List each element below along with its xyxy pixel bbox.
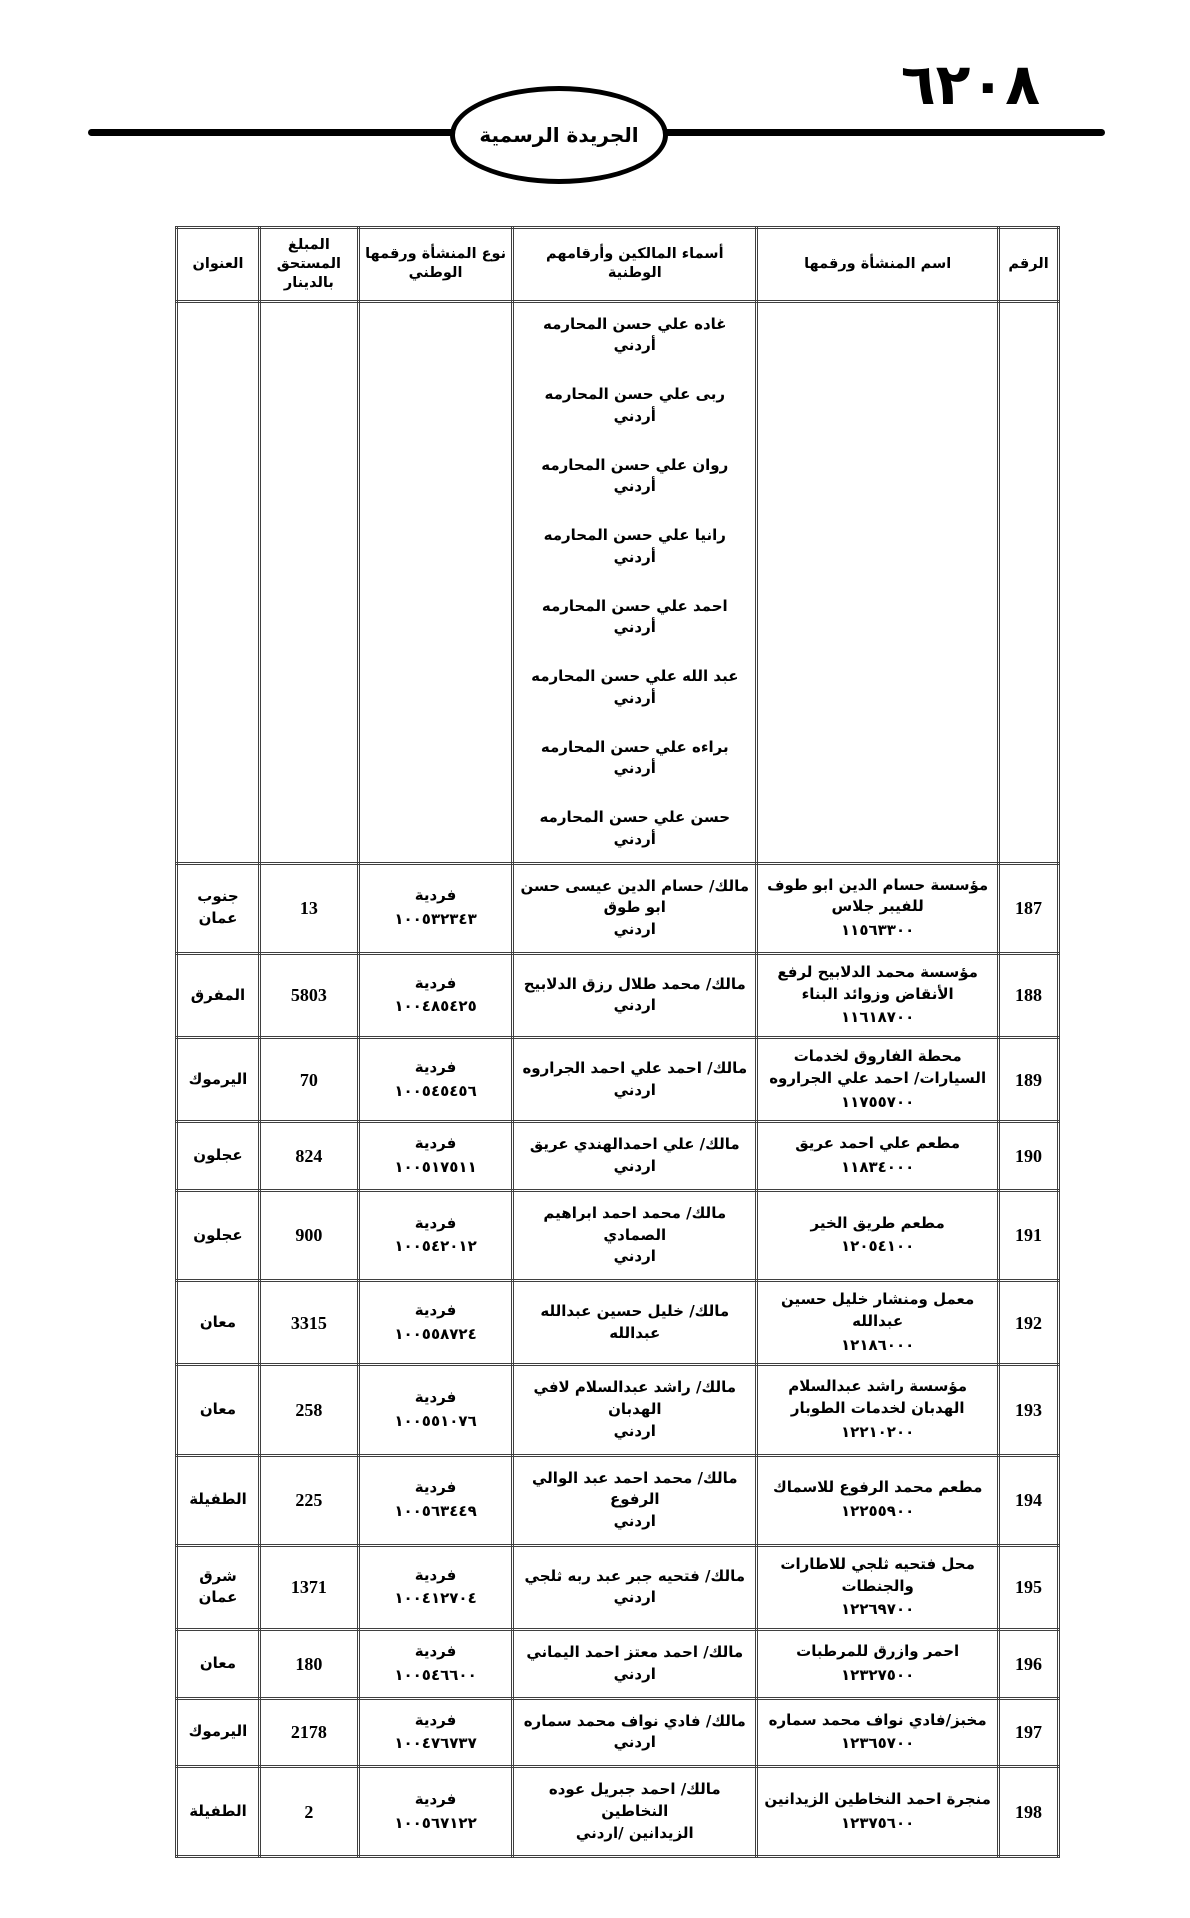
col-header-amount: المبلغ المستحق بالدينار: [259, 228, 358, 302]
owner-group: [518, 1377, 751, 1442]
address-cell: عجلون: [177, 1190, 260, 1280]
address-cell: جنوب عمان: [177, 863, 260, 953]
owner-line: حسن علي حسن المحارمه: [539, 808, 731, 827]
type-label: فردية: [414, 1789, 457, 1808]
owner-group: [518, 1642, 751, 1686]
owner-line: أردني: [613, 618, 656, 637]
establishment-name: منجرة احمد النخاطين الزيدانين: [764, 1789, 991, 1808]
type-label: فردية: [414, 1134, 457, 1153]
owner-group: [518, 1134, 751, 1178]
address-cell: الطفيلة: [177, 1455, 260, 1545]
owner-line: ربى علي حسن المحارمه: [544, 385, 726, 404]
table-row: [177, 1455, 1059, 1545]
owner-line: عبد الله علي حسن المحارمه: [531, 667, 739, 686]
owner-line: روان علي حسن المحارمه: [541, 455, 729, 474]
type-cell: [358, 1190, 513, 1280]
amount-cell: 3315: [259, 1281, 358, 1365]
type-number: ١٠٠٥٥٨٧٢٤: [394, 1324, 477, 1343]
col-header-number: الرقم: [999, 228, 1059, 302]
owner-line: مالك/ علي احمدالهندي عريق: [529, 1135, 740, 1154]
amount-cell: 5803: [259, 953, 358, 1037]
owner-group: [518, 1058, 751, 1102]
owner-group: [518, 876, 751, 941]
owners-cell: [513, 1038, 757, 1122]
type-label: فردية: [414, 1213, 457, 1232]
owner-line: اردني: [613, 920, 656, 939]
table-row: [177, 953, 1059, 1037]
row-number-cell: 197: [999, 1698, 1059, 1767]
owner-line: اردني: [613, 1421, 656, 1440]
amount-cell: 258: [259, 1365, 358, 1455]
type-cell: [358, 1455, 513, 1545]
row-number-cell: 190: [999, 1122, 1059, 1191]
table-row: [177, 1281, 1059, 1365]
owners-cell: [513, 1698, 757, 1767]
table-body: [177, 301, 1059, 1857]
gazette-table: [175, 226, 1060, 1858]
establishment-number: ١١٨٣٤٠٠٠: [841, 1158, 915, 1177]
type-number: ١٠٠٥٦٧١٢٢: [394, 1813, 477, 1832]
address-cell: شرق عمان: [177, 1545, 260, 1629]
owners-cell: [513, 953, 757, 1037]
owner-line: براءه علي حسن المحارمه: [540, 737, 729, 756]
page-header: [0, 0, 1190, 200]
type-number: ١٠٠٤٨٥٤٢٥: [394, 997, 477, 1016]
owner-line: أردني: [613, 688, 656, 707]
owner-line: أردني: [613, 829, 656, 848]
table-row: [177, 1122, 1059, 1191]
owner-line: اردني: [613, 996, 656, 1015]
type-number: ١٠٠٥٤٢٠١٢: [394, 1237, 477, 1256]
owner-line: أردني: [613, 406, 656, 425]
row-number-cell: 195: [999, 1545, 1059, 1629]
table-row: [177, 301, 1059, 863]
row-number-cell: 196: [999, 1630, 1059, 1699]
establishment-cell: [757, 1630, 999, 1699]
amount-cell: 2178: [259, 1698, 358, 1767]
establishment-number: ١٢٢٦٩٧٠٠: [841, 1600, 915, 1619]
owner-line: اردني: [613, 1157, 656, 1176]
amount-cell: 1371: [259, 1545, 358, 1629]
owner-group: [518, 384, 751, 428]
address-cell: عجلون: [177, 1122, 260, 1191]
type-cell: [358, 1767, 513, 1857]
gazette-badge: [450, 86, 668, 184]
establishment-cell: [757, 301, 999, 863]
header-row: [177, 228, 1059, 302]
table-row: [177, 1365, 1059, 1455]
row-number-cell: 192: [999, 1281, 1059, 1365]
type-cell: [358, 1122, 513, 1191]
establishment-cell: [757, 1545, 999, 1629]
owner-group: [518, 455, 751, 499]
owner-group: [518, 807, 751, 851]
owners-cell: [513, 1545, 757, 1629]
establishment-name: مطعم طريق الخير: [810, 1213, 945, 1232]
type-cell: [358, 953, 513, 1037]
owner-line: اردني: [613, 1512, 656, 1531]
establishment-name: احمر وازرق للمرطبات: [796, 1642, 960, 1661]
establishment-name: مؤسسة راشد عبدالسلام الهدبان لخدمات الطوبار: [788, 1377, 968, 1418]
owner-line: مالك/ محمد احمد ابراهيم الصمادي: [543, 1203, 727, 1244]
establishment-name: محطة الفاروق لخدمات السيارات/ احمد علي الجراروه: [769, 1047, 987, 1087]
owner-line: أردني: [613, 547, 656, 566]
type-number: ١٠٠٥١٧٥١١: [394, 1158, 477, 1177]
address-cell: [177, 301, 260, 863]
establishment-name: مؤسسة حسام الدين ابو طوف للفيبر جلاس: [767, 875, 989, 916]
owner-line: مالك/ احمد جبريل عوده النخاطين: [548, 1780, 721, 1820]
type-label: فردية: [414, 886, 457, 905]
row-number-cell: 188: [999, 953, 1059, 1037]
owner-line: غاده علي حسن المحارمه: [543, 314, 727, 333]
type-label: فردية: [414, 1565, 457, 1584]
owner-line: مالك/ خليل حسين عبدالله عبدالله: [540, 1301, 730, 1342]
type-cell: [358, 1038, 513, 1122]
amount-cell: [259, 301, 358, 863]
col-header-owners: أسماء المالكين وأرقامهم الوطنية: [513, 228, 757, 302]
establishment-number: ١١٦١٨٧٠٠: [841, 1008, 915, 1027]
row-number-cell: 191: [999, 1190, 1059, 1280]
establishment-cell: [757, 1190, 999, 1280]
owner-group: [518, 737, 751, 781]
type-cell: [358, 301, 513, 863]
table-row: [177, 1630, 1059, 1699]
type-label: فردية: [414, 1710, 457, 1729]
row-number-cell: [999, 301, 1059, 863]
owners-cell: [513, 1365, 757, 1455]
table-row: [177, 1767, 1059, 1857]
address-cell: الطفيلة: [177, 1767, 260, 1857]
owners-cell: [513, 1767, 757, 1857]
type-cell: [358, 1630, 513, 1699]
amount-cell: 2: [259, 1767, 358, 1857]
type-cell: [358, 1281, 513, 1365]
owners-cell: [513, 1190, 757, 1280]
amount-cell: 900: [259, 1190, 358, 1280]
type-number: ١٠٠٤١٢٧٠٤: [394, 1589, 477, 1608]
owner-group: [518, 1301, 751, 1345]
establishment-name: محل فتحيه ثلجي للاطارات والجنطات: [780, 1554, 975, 1595]
establishment-cell: [757, 1281, 999, 1365]
owner-line: أردني: [613, 477, 656, 496]
establishment-number: ١٢٣٧٥٦٠٠: [841, 1813, 915, 1832]
owners-cell: [513, 1122, 757, 1191]
owner-line: مالك/ فادي نواف محمد سماره: [523, 1711, 746, 1730]
establishment-cell: [757, 1365, 999, 1455]
owners-cell: [513, 863, 757, 953]
owner-group: [518, 1711, 751, 1755]
owner-group: [518, 314, 751, 358]
type-cell: [358, 1365, 513, 1455]
table-row: [177, 1545, 1059, 1629]
gazette-badge-label: الجريدة الرسمية: [479, 123, 639, 147]
address-cell: اليرموك: [177, 1698, 260, 1767]
establishment-cell: [757, 1698, 999, 1767]
amount-cell: 180: [259, 1630, 358, 1699]
establishment-number: ١١٥٦٣٣٠٠: [841, 921, 915, 940]
table-row: [177, 1190, 1059, 1280]
row-number-cell: 187: [999, 863, 1059, 953]
owner-group: [518, 666, 751, 710]
establishment-cell: [757, 863, 999, 953]
owner-line: مالك/ فتحيه جبر عبد ربه ثلجي: [524, 1566, 746, 1585]
table-row: [177, 863, 1059, 953]
type-cell: [358, 1545, 513, 1629]
owner-line: اردني: [613, 1247, 656, 1266]
type-number: ١٠٠٤٧٦٧٣٧: [394, 1734, 477, 1753]
owner-group: [518, 974, 751, 1018]
amount-cell: 70: [259, 1038, 358, 1122]
owner-group: [518, 596, 751, 640]
address-cell: معان: [177, 1365, 260, 1455]
table-head: [177, 228, 1059, 302]
establishment-number: ١٢٣٦٥٧٠٠: [841, 1734, 915, 1753]
owner-line: رانيا علي حسن المحارمه: [543, 526, 726, 545]
amount-cell: 13: [259, 863, 358, 953]
establishment-cell: [757, 1038, 999, 1122]
owner-line: احمد علي حسن المحارمه: [541, 596, 728, 615]
establishment-number: ١١٧٥٥٧٠٠: [841, 1092, 915, 1111]
owner-line: اردني: [613, 1588, 656, 1607]
col-header-establishment: اسم المنشأة ورقمها: [757, 228, 999, 302]
establishment-number: ١٢٢٥٥٩٠٠: [841, 1502, 915, 1521]
row-number-cell: 193: [999, 1365, 1059, 1455]
type-cell: [358, 863, 513, 953]
owner-line: مالك/ محمد طلال رزق الدلابيح: [523, 974, 746, 993]
establishment-number: ١٢٠٥٤١٠٠: [841, 1237, 915, 1256]
owners-cell: [513, 1281, 757, 1365]
type-cell: [358, 1698, 513, 1767]
owner-group: [518, 1468, 751, 1533]
owner-line: أردني: [613, 336, 656, 355]
amount-cell: 225: [259, 1455, 358, 1545]
row-number-cell: 189: [999, 1038, 1059, 1122]
owner-group: [518, 1779, 751, 1844]
address-cell: المفرق: [177, 953, 260, 1037]
table-row: [177, 1038, 1059, 1122]
owner-line: اردني: [613, 1664, 656, 1683]
type-number: ١٠٠٥٤٦٦٠٠: [394, 1665, 477, 1684]
establishment-cell: [757, 1455, 999, 1545]
establishment-number: ١٢٣٢٧٥٠٠: [841, 1665, 915, 1684]
establishment-name: مطعم محمد الرفوع للاسماك: [772, 1478, 983, 1497]
row-number-cell: 194: [999, 1455, 1059, 1545]
page-number: ٦٢٠٨: [900, 52, 1040, 118]
establishment-number: ١٢٢١٠٢٠٠: [841, 1422, 915, 1441]
owner-line: مالك/ راشد عبدالسلام لافي الهدبان: [533, 1378, 737, 1419]
type-number: ١٠٠٥٥١٠٧٦: [394, 1411, 477, 1430]
row-number-cell: 198: [999, 1767, 1059, 1857]
address-cell: معان: [177, 1281, 260, 1365]
owner-line: مالك/ حسام الدين عيسى حسن ابو طوق: [520, 876, 750, 917]
owner-line: مالك/ احمد معتز احمد اليماني: [526, 1643, 744, 1662]
owner-line: الزيدانين /اردني: [575, 1823, 694, 1842]
owners-cell: [513, 301, 757, 863]
type-label: فردية: [414, 1300, 457, 1319]
owner-group: [518, 525, 751, 569]
establishment-name: مخبز/فادي نواف محمد سماره: [768, 1710, 987, 1729]
type-label: فردية: [414, 1057, 457, 1076]
establishment-name: مطعم علي احمد عريق: [795, 1134, 961, 1153]
col-header-type: نوع المنشأة ورقمها الوطني: [358, 228, 513, 302]
owners-cell: [513, 1630, 757, 1699]
establishment-name: مؤسسة محمد الدلابيح لرفع الأنقاض وزوائد البناء: [777, 962, 978, 1003]
owner-group: [518, 1566, 751, 1610]
establishment-name: معمل ومنشار خليل حسين عبدالله: [781, 1290, 975, 1330]
owner-line: مالك/ احمد علي احمد الجراروه: [522, 1058, 748, 1077]
owners-cell: [513, 1455, 757, 1545]
owner-line: اردني: [613, 1733, 656, 1752]
amount-cell: 824: [259, 1122, 358, 1191]
owner-line: اردني: [613, 1080, 656, 1099]
type-label: فردية: [414, 1478, 457, 1497]
establishment-cell: [757, 953, 999, 1037]
address-cell: اليرموك: [177, 1038, 260, 1122]
type-number: ١٠٠٥٣٢٣٤٣: [394, 910, 477, 929]
col-header-address: العنوان: [177, 228, 260, 302]
establishment-cell: [757, 1767, 999, 1857]
owner-group: [518, 1203, 751, 1268]
owner-line: أردني: [613, 759, 656, 778]
establishment-number: ١٢١٨٦٠٠٠: [841, 1335, 915, 1354]
address-cell: معان: [177, 1630, 260, 1699]
table-row: [177, 1698, 1059, 1767]
type-label: فردية: [414, 1642, 457, 1661]
owner-line: مالك/ محمد احمد عبد الوالي الرفوع: [532, 1468, 738, 1509]
type-number: ١٠٠٥٤٥٤٥٦: [394, 1081, 477, 1100]
establishment-cell: [757, 1122, 999, 1191]
type-label: فردية: [414, 973, 457, 992]
type-number: ١٠٠٥٦٣٤٤٩: [394, 1502, 477, 1521]
type-label: فردية: [414, 1388, 457, 1407]
